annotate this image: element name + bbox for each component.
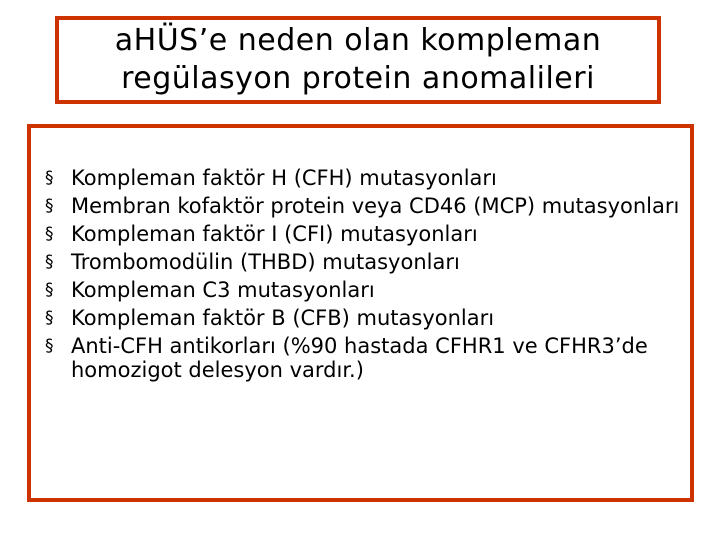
section-sign-bullet-icon: §	[45, 168, 54, 188]
list-item-text: Membran kofaktör protein veya CD46 (MCP) mutasyonları	[71, 194, 680, 218]
list-item	[45, 250, 680, 274]
list-item	[45, 278, 680, 302]
section-sign-bullet-icon: §	[45, 280, 54, 300]
slide-content-box	[27, 124, 694, 502]
list-item	[45, 166, 680, 190]
slide-title-box	[55, 16, 661, 104]
bullet-list	[45, 166, 680, 382]
list-item	[45, 306, 680, 330]
list-item-text: Kompleman faktör B (CFB) mutasyonları	[71, 306, 495, 330]
list-item-text: Trombomodülin (THBD) mutasyonları	[71, 250, 460, 274]
list-item-text: Kompleman faktör H (CFH) mutasyonları	[71, 166, 497, 190]
list-item-text: Kompleman faktör I (CFI) mutasyonları	[71, 222, 478, 246]
list-item-text: Kompleman C3 mutasyonları	[71, 278, 375, 302]
list-item	[45, 334, 680, 382]
section-sign-bullet-icon: §	[45, 336, 54, 356]
list-item	[45, 194, 680, 218]
section-sign-bullet-icon: §	[45, 224, 54, 244]
section-sign-bullet-icon: §	[45, 308, 54, 328]
list-item	[45, 222, 680, 246]
list-item-text: Anti-CFH antikorları (%90 hastada CFHR1 ve CFHR3’de homozigot delesyon vardır.)	[71, 334, 648, 382]
section-sign-bullet-icon: §	[45, 252, 54, 272]
section-sign-bullet-icon: §	[45, 196, 54, 216]
slide-title-line-1: aHÜS’e neden olan kompleman	[114, 23, 602, 58]
slide-title-line-2: regülasyon protein anomalileri	[121, 61, 595, 96]
